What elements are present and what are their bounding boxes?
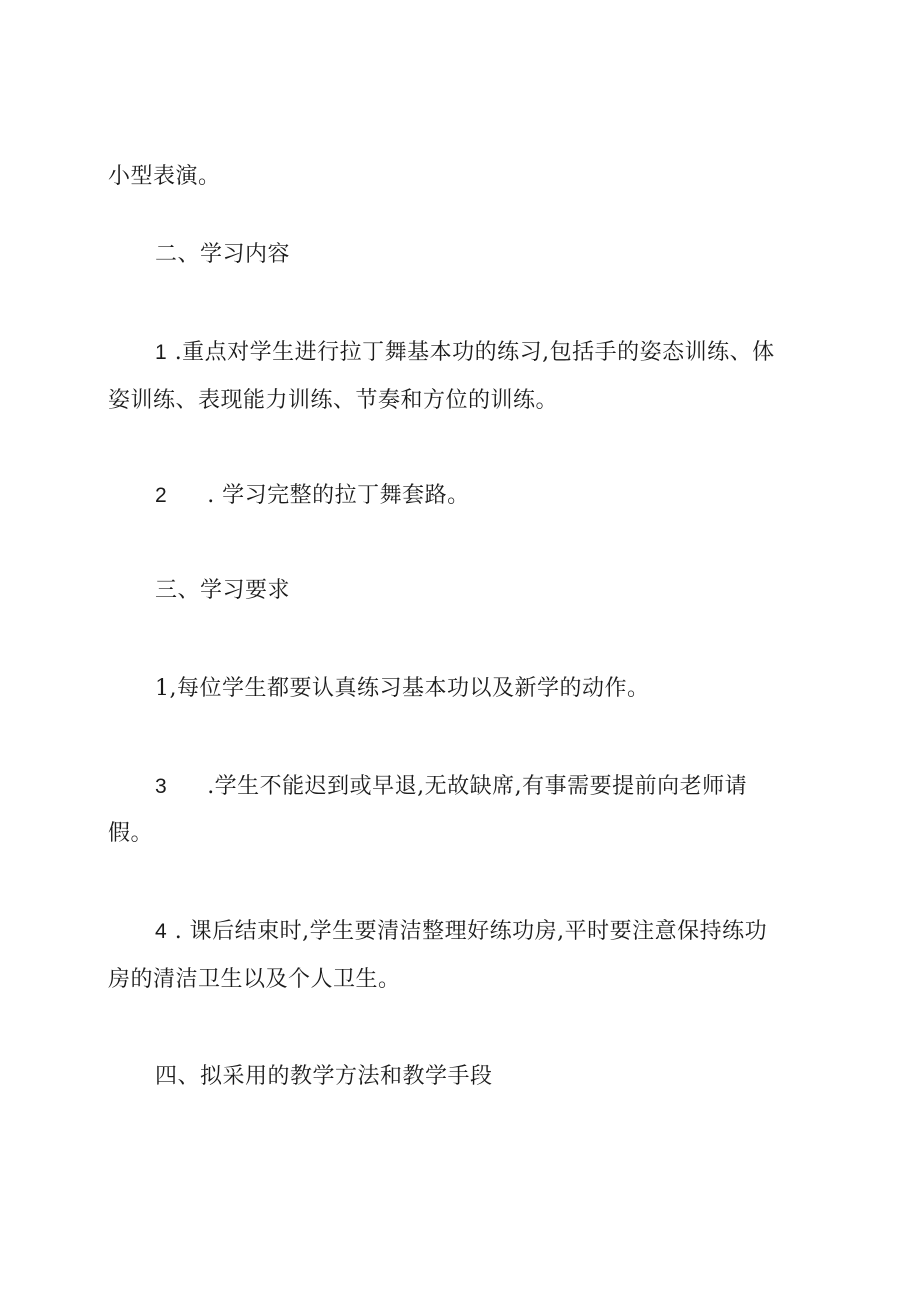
requirement-4-line-2: 房的清洁卫生以及个人卫生。 (108, 967, 401, 992)
requirement-4-text: . 课后结束时,学生要清洁整理好练功房,平时要注意保持练功 (174, 919, 768, 944)
requirement-1: 1,每位学生都要认真练习基本功以及新学的动作。 (155, 676, 650, 701)
list-item-1-line-1 (155, 338, 775, 368)
requirement-3-line-2: 假。 (108, 821, 154, 846)
section-heading-3: 三、学习要求 (155, 578, 291, 603)
requirement-3-text: .学生不能迟到或早退,无故缺席,有事需要提前向老师请 (207, 774, 748, 799)
list-item-1-text: .重点对学生进行拉丁舞基本功的练习,包括手的姿态训练、体 (174, 340, 775, 365)
section-heading-4: 四、拟采用的教学方法和教学手段 (155, 1064, 493, 1089)
requirement-4-number: 4 (155, 920, 168, 943)
section-heading-2: 二、学习内容 (155, 242, 291, 267)
requirement-3-line-1 (155, 772, 747, 802)
list-item-2-number: 2 (155, 484, 168, 507)
list-item-2-text: . 学习完整的拉丁舞套路。 (207, 483, 470, 508)
requirement-4-line-1 (155, 917, 767, 947)
requirement-3-number: 3 (155, 775, 168, 798)
list-item-1-number: 1 (155, 341, 168, 364)
list-item-1-line-2: 姿训练、表现能力训练、节奏和方位的训练。 (108, 388, 559, 413)
list-item-2 (155, 481, 470, 511)
paragraph-intro-tail: 小型表演。 (108, 164, 221, 189)
